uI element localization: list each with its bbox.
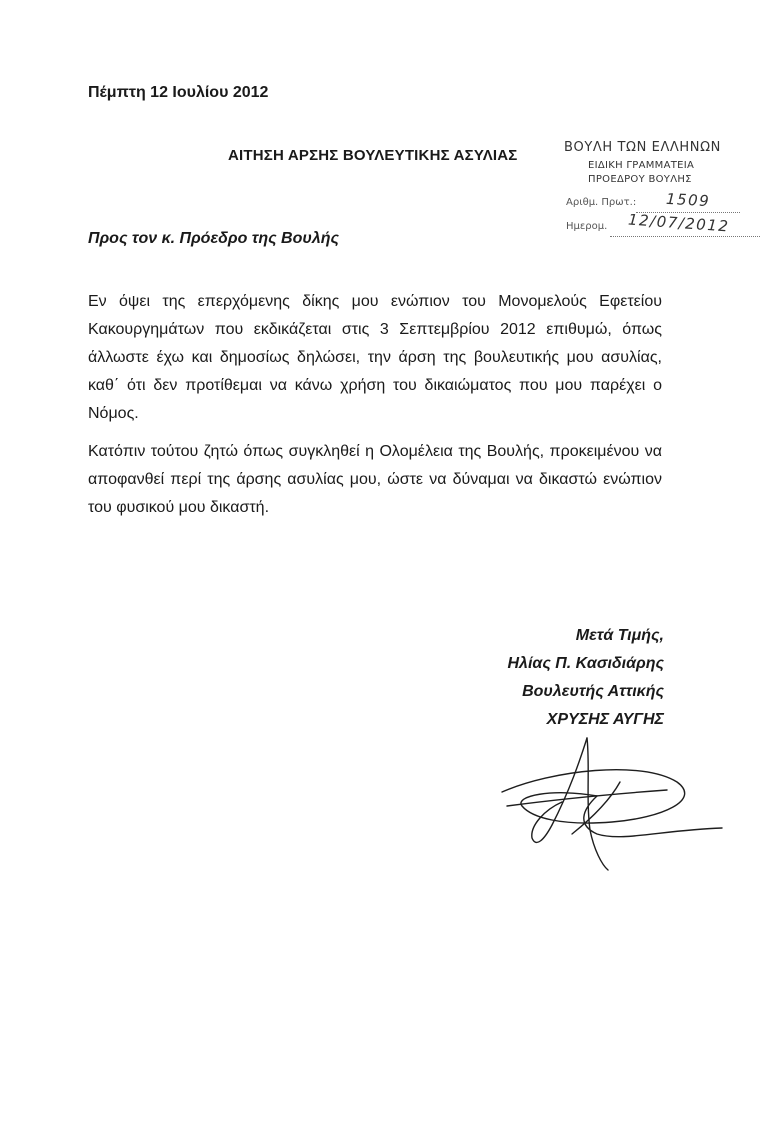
stamp-protocol-label: Αριθμ. Πρωτ.: bbox=[566, 197, 637, 208]
parliament-stamp bbox=[556, 138, 760, 248]
letter-subject: ΑΙΤΗΣΗ ΑΡΣΗΣ ΒΟΥΛΕΥΤΙΚΗΣ ΑΣΥΛΙΑΣ bbox=[228, 147, 518, 164]
letter-paragraph-2: Κατόπιν τούτου ζητώ όπως συγκληθεί η Ολομέλεια της Βουλής, προκειμένου να αποφανθεί περί της άρσης ασυλίας μου, ώστε να δύναμαι να δικαστώ ενώπιον του φυσικού μου δικαστή. bbox=[88, 443, 662, 516]
stamp-line-office: ΠΡΟΕΔΡΟΥ ΒΟΥΛΗΣ bbox=[588, 174, 692, 185]
stamp-date-value: 12/07/2012 bbox=[627, 210, 730, 236]
letter-recipient: Προς τον κ. Πρόεδρο της Βουλής bbox=[88, 230, 340, 247]
letter-date: Πέμπτη 12 Ιουλίου 2012 bbox=[88, 84, 269, 101]
stamp-date-dots bbox=[610, 235, 760, 237]
letter-closing bbox=[508, 622, 665, 734]
stamp-line-secretariat: ΕΙΔΙΚΗ ΓΡΑΜΜΑΤΕΙΑ bbox=[588, 160, 695, 171]
closing-salutation: Μετά Τιμής, bbox=[575, 627, 664, 644]
stamp-date-row bbox=[566, 210, 730, 236]
signature-stroke-4 bbox=[584, 796, 722, 837]
stamp-protocol-number: 1509 bbox=[665, 189, 711, 211]
signer-title: Βουλευτής Αττικής bbox=[522, 683, 664, 700]
stamp-line-parliament: ΒΟΥΛΗ ΤΩΝ ΕΛΛΗΝΩΝ bbox=[564, 140, 721, 155]
stamp-protocol-row bbox=[566, 189, 711, 211]
signer-party: ΧΡΥΣΗΣ ΑΥΓΗΣ bbox=[546, 711, 664, 728]
stamp-date-label: Ημερομ. bbox=[566, 221, 608, 232]
letter-paragraph-1: Εν όψει της επερχόμενης δίκης μου ενώπιον του Μονομελούς Εφετείου Κακουργημάτων που εκδικάζεται στις 3 Σεπτεμβρίου 2012 επιθυμώ, όπως άλλωστε έχω και δημοσίως δηλώσει, την άρση της βουλευτικής μου ασυλίας, καθ΄ ότι δεν προτίθεμαι να κάνω χρήση του δικαιώματος που μου παρέχει ο Νόμος. bbox=[88, 293, 662, 422]
signature-stroke-6 bbox=[507, 790, 667, 806]
signer-name: Ηλίας Π. Κασιδιάρης bbox=[507, 655, 664, 672]
handwritten-signature bbox=[492, 730, 732, 880]
signature-stroke-1 bbox=[532, 738, 587, 842]
signature-stroke-5 bbox=[572, 782, 620, 834]
